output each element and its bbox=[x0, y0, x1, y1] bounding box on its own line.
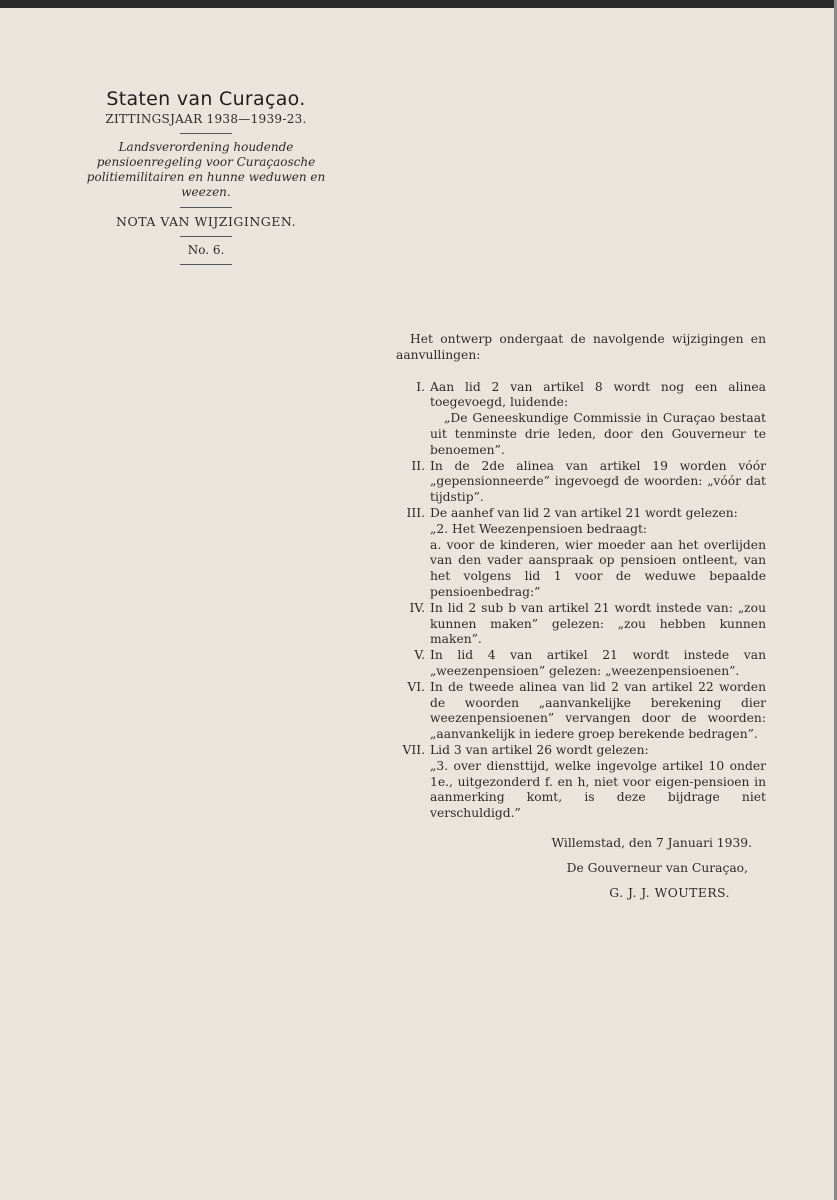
amendment-number: I. bbox=[416, 379, 425, 394]
amendment-item bbox=[396, 743, 766, 822]
scan-top-edge bbox=[0, 0, 837, 8]
amendment-item bbox=[396, 459, 766, 506]
amendment-quote: „3. over diensttijd, welke ingevolge artikel 10 onder 1e., uitgezonderd f. en h, niet voor eigen-pensioen in aanmerking komt, is deze bijdrage niet verschuldigd.” bbox=[430, 758, 766, 821]
amendment-number: IV. bbox=[409, 600, 425, 615]
amendment-text: Aan lid 2 van artikel 8 wordt nog een alinea toegevoegd, luidende: bbox=[430, 379, 766, 410]
amendment-number: V. bbox=[414, 648, 425, 663]
divider bbox=[180, 133, 232, 134]
amendment-text: De aanhef van lid 2 van artikel 21 wordt gelezen: bbox=[430, 505, 738, 520]
amendment-text: In de tweede alinea van lid 2 van artikel 22 worden de woorden „aanvankelijke berekening dier weezenpensioenen” vervangen door de woorden: „aanvankelijk in iedere groep berekende bedragen”. bbox=[430, 679, 766, 742]
divider bbox=[180, 264, 232, 265]
document-type: NOTA VAN WIJZIGINGEN. bbox=[116, 214, 296, 229]
amendment-text: In lid 2 sub b van artikel 21 wordt instede van: „zou kunnen maken” gelezen: „zou hebben kunnen maken”. bbox=[430, 600, 766, 647]
closing-block bbox=[396, 836, 766, 901]
amendment-text: Lid 3 van artikel 26 wordt gelezen: bbox=[430, 742, 649, 757]
amendment-number: III. bbox=[406, 505, 425, 520]
amendment-text: In de 2de alinea van artikel 19 worden vóór „gepensionneerde” ingevoegd de woorden: „vóór dat tijdstip”. bbox=[430, 458, 766, 505]
amendment-number: VII. bbox=[402, 742, 425, 757]
place-date: Willemstad, den 7 Januari 1939. bbox=[551, 835, 752, 850]
document-number: No. 6. bbox=[187, 243, 225, 257]
document-title: Staten van Curaçao. bbox=[106, 88, 306, 110]
amendment-item bbox=[396, 648, 766, 680]
amendment-quote-sub: a. voor de kinderen, wier moeder aan het overlijden van den vader aanspraak op pensioen ontleent, van het volgens lid 1 voor de weduwe bepaalde pensioenbedrag:” bbox=[430, 537, 766, 599]
amendment-number: II. bbox=[411, 458, 425, 473]
subject-line: Landsverordening houdende pensioenregeling voor Curaçaosche politiemilitairen en hunne weduwen en weezen. bbox=[86, 140, 326, 199]
signatory-name: G. J. J. WOUTERS. bbox=[609, 885, 730, 900]
document-header bbox=[70, 88, 342, 271]
divider bbox=[180, 236, 232, 237]
amendment-text: In lid 4 van artikel 21 wordt instede van „weezenpensioen” gelezen: „weezenpensioenen”. bbox=[430, 648, 766, 678]
amendment-number: VI. bbox=[407, 679, 425, 694]
amendment-quote: „De Geneeskundige Commissie in Curaçao bestaat uit tenminste drie leden, door den Gouverneur te benoemen”. bbox=[430, 411, 766, 457]
amendment-list bbox=[396, 380, 766, 822]
document-body bbox=[396, 332, 766, 910]
amendment-item bbox=[396, 506, 766, 601]
signatory-office: De Gouverneur van Curaçao, bbox=[566, 860, 748, 875]
amendment-item bbox=[396, 601, 766, 648]
divider bbox=[180, 207, 232, 208]
intro-paragraph: Het ontwerp ondergaat de navolgende wijzigingen en aanvullingen: bbox=[396, 332, 766, 362]
session-year: ZITTINGSJAAR 1938—1939-23. bbox=[105, 112, 307, 126]
amendment-quote: „2. Het Weezenpensioen bedraagt: bbox=[430, 521, 648, 536]
amendment-item bbox=[396, 380, 766, 459]
amendment-item bbox=[396, 680, 766, 743]
